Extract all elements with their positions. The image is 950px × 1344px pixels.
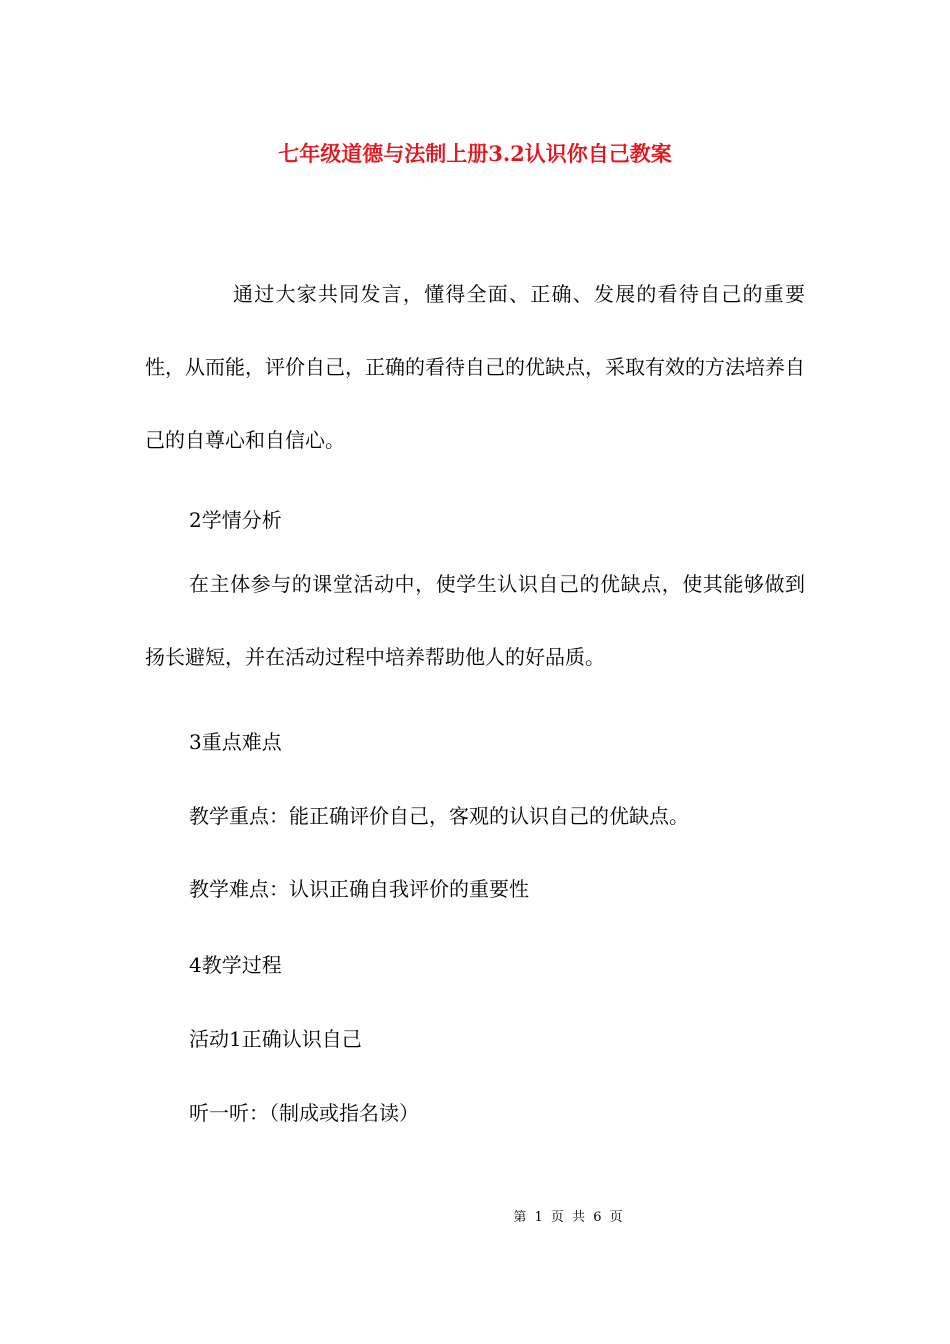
page-footer: 第 1 页 共 6 页 bbox=[513, 1210, 623, 1225]
learning-analysis-paragraph: 在主体参与的课堂活动中，使学生认识自己的优缺点，使其能够做到扬长避短，并在活动过程中培养帮助他人的好品质。 bbox=[145, 572, 805, 669]
section-heading-key-points: 3重点难点 bbox=[189, 730, 282, 754]
activity-heading: 活动1正确认识自己 bbox=[189, 1027, 362, 1051]
teaching-key-point: 教学重点：能正确评价自己，客观的认识自己的优缺点。 bbox=[189, 804, 689, 828]
section-heading-learning-analysis: 2学情分析 bbox=[189, 508, 282, 532]
document-title: 七年级道德与法制上册3.2认识你自己教案 bbox=[278, 141, 672, 166]
teaching-difficult-point: 教学难点：认识正确自我评价的重要性 bbox=[189, 877, 529, 901]
section-heading-teaching-process: 4教学过程 bbox=[189, 953, 282, 977]
intro-paragraph: 通过大家共同发言，懂得全面、正确、发展的看待自己的重要性，从而能，评价自己，正确的看待自己的优缺点，采取有效的方法培养自己的自尊心和自信心。 bbox=[145, 282, 805, 452]
listen-instruction: 听一听：（制成或指名读） bbox=[189, 1101, 419, 1125]
